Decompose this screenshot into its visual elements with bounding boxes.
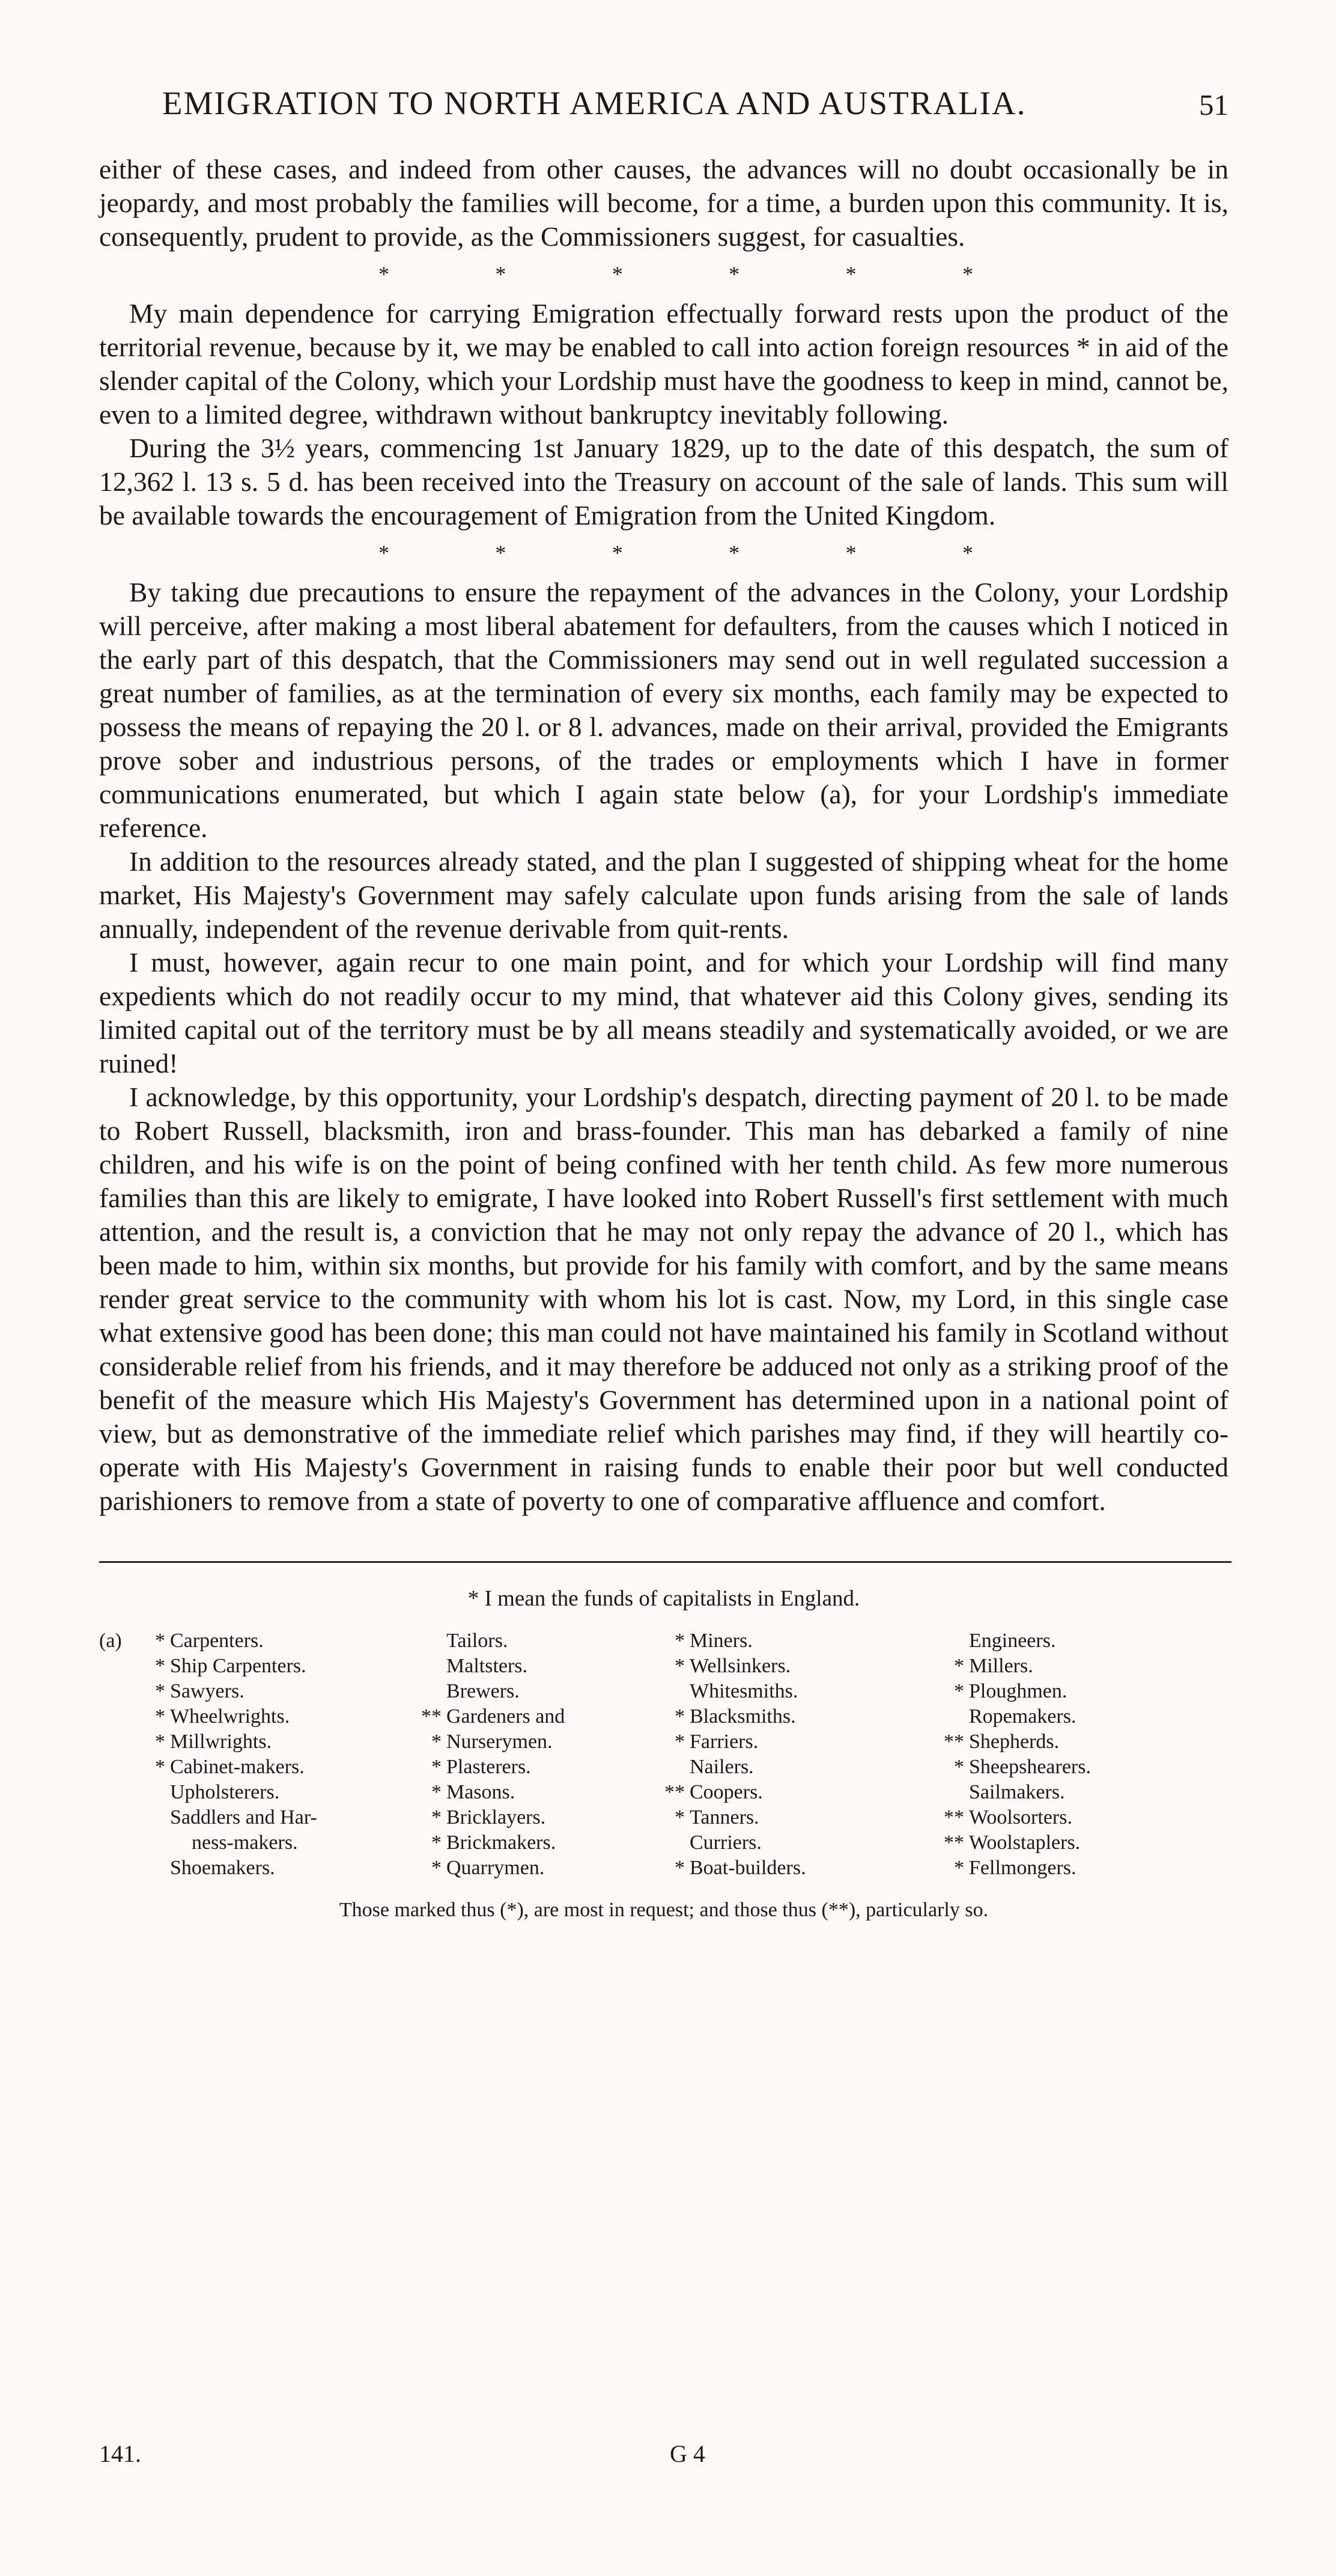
- trade-name: Sheepshearers.: [969, 1756, 1091, 1778]
- trade-item: [141, 1780, 418, 1805]
- trade-name: Gardeners and: [446, 1705, 565, 1728]
- trades-list: [99, 1628, 1228, 1881]
- paragraph-7: I acknowledge, by this opportunity, your Lordship's despatch, directing payment of 20 l. to be made to Robert Russell, blacksmith, iron and brass-founder. This man has debarked a family of nine children, and his wife is on the point of being confined with her tenth child. As few more numerous families than this are likely to emigrate, I have looked into Robert Russell's first settlement with much attention, and the result is, a conviction that he may not only repay the advance of 20 l., which has been made to him, within six months, but provide for his family with comfort, and by the same means render great service to the community with whom his lot is cast. Now, my Lord, in this single case what extensive good has been done; this man could not have maintained his family in Scotland without considerable relief from his friends, and it may therefore be adduced not only as a striking proof of the benefit of the measure which His Majesty's Government has determined upon in a national point of view, but as demonstrative of the immediate relief which parishes may find, if they will heartily co-operate with His Majesty's Government in raising funds to enable their poor but well conducted parishioners to remove from a state of poverty to one of comparative affluence and comfort.: [99, 1082, 1228, 1516]
- trade-item: [418, 1654, 661, 1679]
- trades-list-tag: (a): [99, 1630, 122, 1652]
- trade-item: [141, 1679, 418, 1704]
- request-mark: *: [155, 1756, 165, 1778]
- trade-name: Maltsters.: [446, 1655, 528, 1677]
- trade-item: [418, 1704, 661, 1729]
- request-mark: *: [155, 1630, 165, 1652]
- trade-item: [418, 1805, 661, 1830]
- trade-item: [940, 1628, 1168, 1654]
- trade-name: Plasterers.: [446, 1756, 531, 1778]
- request-mark: **: [944, 1731, 964, 1753]
- request-mark: **: [664, 1781, 685, 1803]
- trade-name: Whitesmiths.: [690, 1680, 798, 1702]
- trade-item: [940, 1805, 1168, 1830]
- trades-column-1: [141, 1628, 418, 1881]
- trade-name: Woolsorters.: [969, 1806, 1072, 1828]
- paragraph-3: During the 3½ years, commencing 1st January 1829, up to the date of this despatch, the sum of 12,362 l. 13 s. 5 d. has been received into the Treasury on account of the sale of lands. This sum will be available towards the encouragement of Emigration from the United Kingdom.: [99, 433, 1228, 531]
- trade-item: [661, 1628, 940, 1654]
- trade-item: [661, 1679, 940, 1704]
- request-mark: *: [675, 1630, 685, 1652]
- trade-name: Ropemakers.: [969, 1705, 1076, 1728]
- trade-item: [940, 1755, 1168, 1780]
- request-mark: *: [675, 1731, 685, 1753]
- signature-mark: 141.: [99, 2440, 141, 2467]
- trade-item: [418, 1628, 661, 1654]
- trade-name: Engineers.: [969, 1630, 1056, 1652]
- trade-name: Nailers.: [690, 1756, 754, 1778]
- trade-name: Coopers.: [690, 1781, 763, 1803]
- paragraph-2: My main dependence for carrying Emigration effectually forward rests upon the product of the territorial revenue, because by it, we may be enabled to call into action foreign resources * in aid of the slender capital of the Colony, which your Lordship must have the goodness to keep in mind, cannot be, even to a limited degree, withdrawn without bankruptcy inevitably following.: [99, 298, 1228, 430]
- trade-item: [141, 1628, 418, 1654]
- trade-item: [141, 1830, 418, 1856]
- asterism-2: [378, 537, 973, 568]
- request-mark: *: [155, 1655, 165, 1677]
- request-mark: **: [421, 1705, 442, 1728]
- request-mark: *: [954, 1655, 964, 1677]
- trade-item: [661, 1704, 940, 1729]
- trade-name: Ship Carpenters.: [170, 1655, 306, 1677]
- trade-item: [418, 1856, 661, 1881]
- request-mark: *: [954, 1680, 964, 1702]
- asterisk: *: [845, 541, 857, 565]
- asterisk: *: [378, 541, 389, 565]
- request-mark: *: [675, 1857, 685, 1879]
- paragraph-1: either of these cases, and indeed from other causes, the advances will no doubt occasionally be in jeopardy, and most probably the families will become, for a time, a burden upon this community. It is, consequently, prudent to provide, as the Commissioners suggest, for casualties.: [99, 154, 1228, 252]
- paragraph-6: I must, however, again recur to one main point, and for which your Lordship will find many expedients which do not readily occur to my mind, that whatever aid this Colony gives, sending its limited capital out of the territory must be by all means steadily and systematically avoided, or we are ruined!: [99, 947, 1228, 1079]
- paragraph-4: By taking due precautions to ensure the repayment of the advances in the Colony, your Lordship will perceive, after making a most liberal abatement for defaulters, from the causes which I noticed in the early part of this despatch, that the Commissioners may send out in well regulated succession a great number of families, as at the termination of every six months, each family may be expected to possess the means of repaying the 20 l. or 8 l. advances, made on their arrival, provided the Emigrants prove sober and industrious persons, of the trades or employments which I have in former communications enumerated, but which I again state below (a), for your Lordship's immediate reference.: [99, 577, 1228, 843]
- trade-item: [940, 1679, 1168, 1704]
- trade-item: [418, 1780, 661, 1805]
- page-number: 51: [1199, 88, 1228, 121]
- request-mark: *: [431, 1731, 442, 1753]
- trade-item: [141, 1805, 418, 1830]
- trade-name: Brewers.: [446, 1680, 520, 1702]
- trade-item: [661, 1805, 940, 1830]
- trade-name: Ploughmen.: [969, 1680, 1067, 1702]
- trades-legend: Those marked thus (*), are most in request; and those thus (**), particularly so.: [339, 1899, 989, 1921]
- trade-name: Bricklayers.: [446, 1806, 546, 1828]
- trade-name: Brickmakers.: [446, 1832, 556, 1854]
- trade-name: Blacksmiths.: [690, 1705, 796, 1728]
- asterism-1: [378, 258, 973, 290]
- asterisk: *: [729, 541, 740, 565]
- request-mark: **: [944, 1832, 964, 1854]
- page-title: EMIGRATION TO NORTH AMERICA AND AUSTRALIA.: [162, 85, 1027, 121]
- request-mark: **: [944, 1806, 964, 1828]
- document-page: [99, 84, 1228, 2536]
- trade-name: Shoemakers.: [170, 1857, 275, 1879]
- footnote-divider: [99, 1561, 1231, 1563]
- trades-column-2: [418, 1628, 661, 1881]
- asterisk: *: [495, 541, 506, 565]
- trade-item: [940, 1830, 1168, 1856]
- request-mark: *: [155, 1680, 165, 1702]
- trade-item: [141, 1755, 418, 1780]
- trade-name: Millers.: [969, 1655, 1033, 1677]
- trade-name: Nurserymen.: [446, 1731, 553, 1753]
- trade-name: Curriers.: [690, 1832, 762, 1854]
- paragraph-5: In addition to the resources already stated, and the plan I suggested of shipping wheat for the home market, His Majesty's Government may safely calculate upon funds arising from the sale of lands annually, independent of the revenue derivable from quit-rents.: [99, 846, 1228, 944]
- trade-item: [940, 1780, 1168, 1805]
- asterisk: *: [612, 541, 623, 565]
- trade-name: Masons.: [446, 1781, 515, 1803]
- request-mark: *: [155, 1731, 165, 1753]
- request-mark: *: [431, 1832, 442, 1854]
- trade-item: [418, 1830, 661, 1856]
- trade-name: Cabinet-makers.: [170, 1756, 305, 1778]
- trade-name: Sailmakers.: [969, 1781, 1065, 1803]
- trade-name: Quarrymen.: [446, 1857, 545, 1879]
- request-mark: *: [431, 1857, 442, 1879]
- request-mark: *: [954, 1857, 964, 1879]
- running-head: [99, 84, 1228, 132]
- asterisk: *: [729, 262, 740, 286]
- trade-item: [661, 1780, 940, 1805]
- asterisk: *: [495, 262, 506, 286]
- trade-name: Carpenters.: [170, 1630, 264, 1652]
- trade-name: Sawyers.: [170, 1680, 244, 1702]
- asterisk: *: [962, 262, 973, 286]
- trade-item: [940, 1654, 1168, 1679]
- trade-name: Boat-builders.: [690, 1857, 806, 1879]
- trade-name: Millwrights.: [170, 1731, 272, 1753]
- trades-column-4: [940, 1628, 1168, 1881]
- request-mark: *: [431, 1756, 442, 1778]
- trade-name: Tailors.: [446, 1630, 508, 1652]
- trade-item: [661, 1830, 940, 1856]
- trade-item: [141, 1729, 418, 1755]
- trade-item: [940, 1729, 1168, 1755]
- trade-name: Woolstaplers.: [969, 1832, 1081, 1854]
- trade-item: [940, 1856, 1168, 1881]
- request-mark: *: [431, 1781, 442, 1803]
- trade-item: [661, 1856, 940, 1881]
- footnote: * I mean the funds of capitalists in England.: [467, 1586, 860, 1611]
- asterisk: *: [378, 262, 389, 286]
- trade-name: Wellsinkers.: [690, 1655, 791, 1677]
- trade-item: [661, 1755, 940, 1780]
- trade-name: Saddlers and Har-: [170, 1806, 317, 1828]
- trade-name: Miners.: [690, 1630, 753, 1652]
- trade-item: [141, 1856, 418, 1881]
- trade-item: [141, 1654, 418, 1679]
- trade-name: Fellmongers.: [969, 1857, 1076, 1879]
- trade-name: Shepherds.: [969, 1731, 1060, 1753]
- trade-item: [661, 1654, 940, 1679]
- main-text: [99, 153, 1228, 1518]
- trade-name: Wheelwrights.: [170, 1705, 290, 1728]
- request-mark: *: [675, 1655, 685, 1677]
- trades-column-3: [661, 1628, 940, 1881]
- trade-item: [141, 1704, 418, 1729]
- request-mark: *: [431, 1806, 442, 1828]
- sheet-mark: G 4: [670, 2440, 705, 2467]
- trade-item: [418, 1729, 661, 1755]
- trade-name: Upholsterers.: [170, 1781, 280, 1803]
- request-mark: *: [675, 1806, 685, 1828]
- trade-item: [418, 1755, 661, 1780]
- trade-item: [418, 1679, 661, 1704]
- trade-item: [940, 1704, 1168, 1729]
- request-mark: *: [675, 1705, 685, 1728]
- asterisk: *: [962, 541, 973, 565]
- trade-name: Tanners.: [690, 1806, 759, 1828]
- request-mark: *: [954, 1756, 964, 1778]
- trade-name: ness-makers.: [192, 1832, 298, 1854]
- asterisk: *: [612, 262, 623, 286]
- trade-item: [661, 1729, 940, 1755]
- trade-name: Farriers.: [690, 1731, 759, 1753]
- asterisk: *: [845, 262, 857, 286]
- request-mark: *: [155, 1705, 165, 1728]
